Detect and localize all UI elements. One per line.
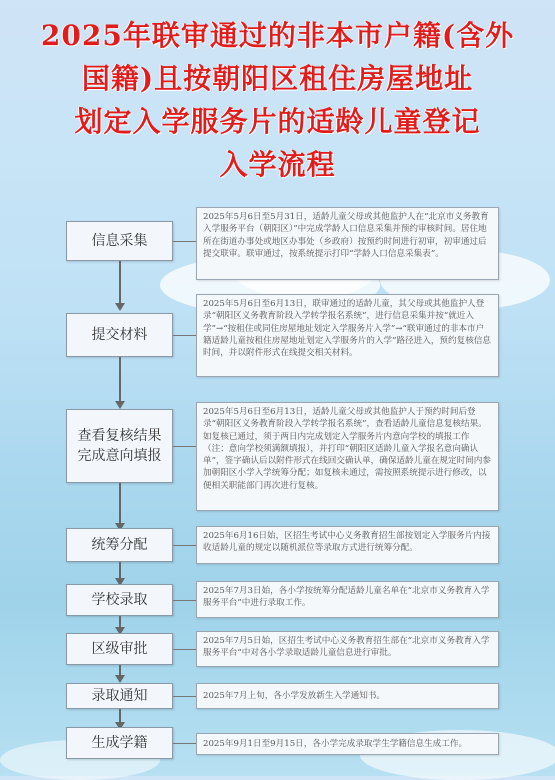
step-box-submit-materials [66,313,173,357]
step-desc-text: 2025年7月5日始，区招生考试中心义务教育招生部在“北京市义务教育入学服务平台”中对各小学录取适龄儿童信息进行审批。 [203,636,490,659]
connector-line [173,545,196,546]
step-description [196,294,499,377]
step-desc-text: 2025年7月上旬，各小学发放新生入学通知书。 [203,690,386,701]
step-description [196,631,499,667]
connector-line [173,743,196,744]
step-label: 学校录取 [91,592,148,608]
step-label: 统筹分配 [91,537,148,553]
step-box-info-collection [66,221,173,261]
flow-arrow-line [119,261,121,303]
step-description [196,526,499,564]
flow-arrow-icon [115,401,125,409]
title-line-4: 入学流程 [219,148,336,181]
step-label: 提交材料 [91,327,148,343]
step-description [196,733,499,755]
connector-line [173,600,196,601]
step-desc-text: 2025年5月6日至6月13日，联审通过的适龄儿童，其父母或其他监护人登录“朝阳区义务教育阶段入学转学报名系统”，进行信息采集并按“就近入学”→“按租住或同住房屋地址划定入学服务片入学”→“联审通过的非本市户籍适龄儿童按租住房屋地址划定入学服务片的入学”路径进入，预约复核信息时间，并以附件形式在线提交相关材料。 [203,299,491,359]
step-box-review-result [66,409,173,483]
title-line-3: 划定入学服务片的适龄儿童登记 [74,105,481,138]
connector-line [173,446,196,447]
step-label: 区级审批 [91,641,148,657]
step-label: 录取通知 [91,688,148,704]
step-desc-text: 2025年9月1日至9月15日，各小学完成录取学生学籍信息生成工作。 [203,738,468,749]
step-label: 生成学籍 [91,735,148,751]
connector-line [173,696,196,697]
step-label-line-2: 完成意向填报 [77,448,162,464]
step-label-line-1: 查看复核结果 [77,428,162,444]
step-description [196,683,499,709]
flow-arrow-line [119,357,121,402]
step-box-admission-notice [66,683,173,709]
step-box-district-approval [66,633,173,665]
connector-line [173,241,196,242]
flow-arrow-icon [115,675,125,683]
step-box-student-registry [66,727,173,759]
title-line-2: 国籍)且按朝阳区租住房屋地址 [81,62,474,95]
step-label: 信息采集 [91,233,148,249]
step-box-school-admission [66,584,173,616]
step-desc-text: 2025年5月6日至6月13日，适龄儿童父母或其他监护人于预约时间后登录“朝阳区义务教育阶段入学转学报名系统”，查看适龄儿童信息复核结果。如复核已通过，须于两日内完成划定入学服务片内意向学校的填报工作（注：意向学校须满额填报），并打印“朝阳区适龄儿童入学报名意向确认单”，签字确认后以附件形式在线回交确认单，确保适龄儿童在规定时间内参加朝阳区小学入学统筹分配；如复核未通过，需按照系统提示进行修改，以便相关职能部门再次进行复核。 [203,407,491,491]
step-desc-text: 2025年7月3日始，各小学按统筹分配适龄儿童名单在“北京市义务教育入学服务平台”中进行录取工作。 [203,586,490,609]
step-description [196,207,499,280]
step-box-allocation [66,528,173,562]
flow-arrow-line [119,483,121,525]
step-description [196,581,499,618]
page-title [0,14,555,186]
flow-arrow-icon [115,303,125,311]
title-line-1: 2025年联审通过的非本市户籍(含外 [40,19,515,52]
connector-line [173,335,196,336]
step-desc-text: 2025年5月6日至5月31日，适龄儿童父母或其他监护人在“北京市义务教育入学服务平台（朝阳区）”中完成学龄人口信息采集并预约审核时间。居住地所在街道办事处或地区办事处（乡政府）按预约时间进行初审，初审通过后提交联审。联审通过，按系统提示打印“学龄人口信息采集表”。 [203,212,489,259]
step-desc-text: 2025年6月16日始，区招生考试中心义务教育招生部按划定入学服务片内接收适龄儿童的规定以随机派位等录取方式进行统筹分配。 [203,531,491,554]
step-description [196,402,499,511]
connector-line [173,649,196,650]
